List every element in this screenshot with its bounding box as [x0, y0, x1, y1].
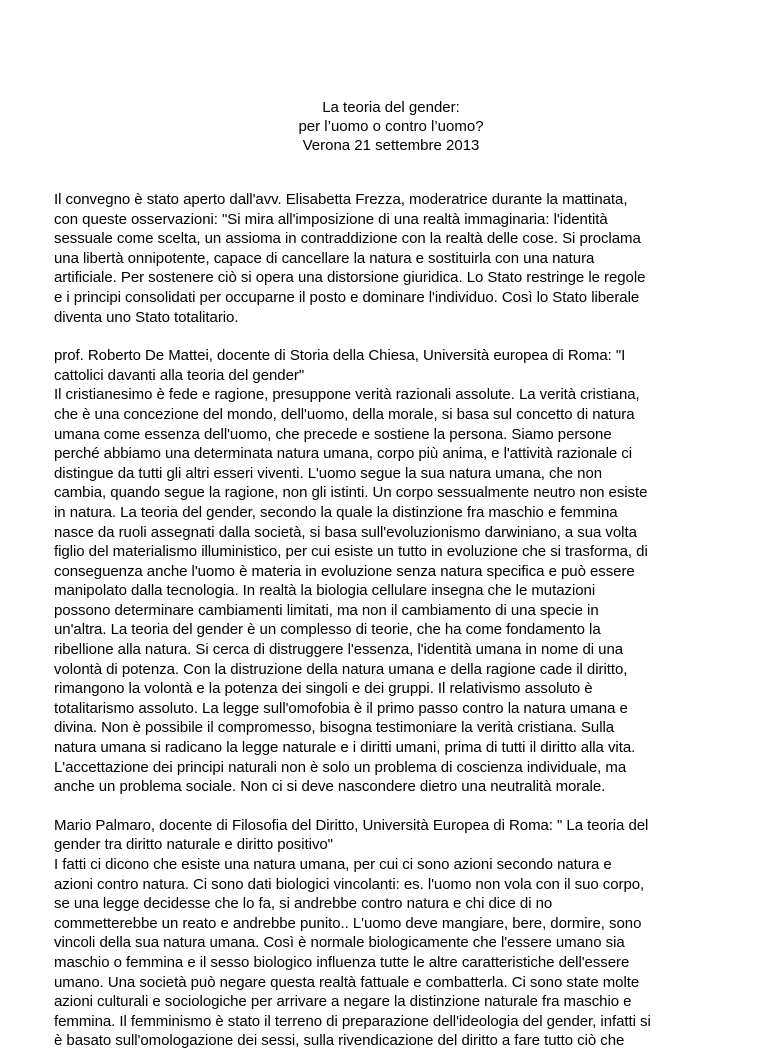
paragraph-line: maschio o femmina e il sesso biologico influenza tutte le altre caratteristiche dell'essere — [54, 953, 630, 971]
paragraph-line: divina. Non è possibile il compromesso, bisogna testimoniare la verità cristiana. Sulla — [54, 719, 615, 737]
paragraph-line: gender tra diritto naturale e diritto positivo" — [54, 836, 333, 854]
paragraph-line: natura umana si radicano la legge naturale e i diritti umani, prima di tutti il diritto alla vita. — [54, 739, 636, 757]
paragraph-line: I fatti ci dicono che esiste una natura umana, per cui ci sono azioni secondo natura e — [54, 856, 612, 873]
paragraph-line: è basato sull'omologazione dei sessi, sulla rivendicazione del diritto a fare tutto ciò che — [54, 1032, 625, 1050]
paragraph-line: rimangono la volontà e la potenza dei singoli e dei gruppi. Il relativismo assoluto è — [54, 680, 593, 698]
paragraph-line: un'altra. La teoria del gender è un complesso di teorie, che ha come fondamento la — [54, 621, 601, 639]
document-title — [54, 98, 728, 155]
paragraph — [54, 346, 728, 797]
paragraph-line: conseguenza anche l'uomo è materia in evoluzione senza natura specifica e può essere — [54, 562, 635, 580]
document-body — [54, 190, 728, 1051]
paragraph-line: con queste osservazioni: "Si mira all'imposizione di una realtà immaginaria: l'identità — [54, 210, 608, 228]
paragraph-line: umana come essenza dell'uomo, che precede e sostiene la persona. Siamo persone — [54, 425, 612, 443]
paragraph-line: umano. Una società può negare questa realtà fattuale e combatterla. Ci sono state molte — [54, 973, 640, 991]
paragraph-line: ribellione alla natura. Si cerca di distruggere l'essenza, l'identità umana in nome di una — [54, 641, 624, 659]
paragraph-line: e i principi consolidati per occuparne il posto e dominare l'individuo. Così lo Stato liberale — [54, 288, 640, 306]
paragraph-line: volontà di potenza. Con la distruzione della natura umana e della ragione cade il diritto, — [54, 660, 628, 678]
paragraph-line: che è una concezione del mondo, dell'uomo, della morale, si basa sul concetto di natura — [54, 405, 635, 423]
paragraph-line: nasce da ruoli assegnati dalla società, si basa sull'evoluzionismo darwiniano, a sua volta — [54, 523, 637, 541]
paragraph-line: Il convegno è stato aperto dall'avv. Elisabetta Frezza, moderatrice durante la mattinata, — [54, 191, 628, 208]
paragraph-line: L'accettazione dei principi naturali non è solo un problema di coscienza individuale, ma — [54, 758, 627, 776]
paragraph-line: azioni contro natura. Ci sono dati biologici vincolanti: es. l'uomo non vola con il suo corpo, — [54, 875, 645, 893]
paragraph-line: distingue da tutti gli altri esseri viventi. L'uomo segue la sua natura umana, che non — [54, 464, 603, 482]
paragraph-line: perché abbiamo una determinata natura umana, corpo più anima, e l'attività razionale ci — [54, 445, 633, 463]
paragraph-line: possono determinare cambiamenti limitati, ma non il cambiamento di una specie in — [54, 601, 599, 619]
paragraph-line: anche un problema sociale. Non ci si deve nascondere dietro una neutralità morale. — [54, 778, 606, 796]
paragraph-line: in natura. La teoria del gender, secondo la quale la distinzione fra maschio e femmina — [54, 503, 618, 521]
title-line: La teoria del gender: — [322, 99, 460, 116]
paragraph-line: Mario Palmaro, docente di Filosofia del Diritto, Università Europea di Roma: " La teoria del — [54, 816, 649, 834]
paragraph-line: prof. Roberto De Mattei, docente di Storia della Chiesa, Università europea di Roma: "I — [54, 347, 626, 365]
title-line: per l’uomo o contro l’uomo? — [298, 118, 484, 135]
paragraph-line: cattolici davanti alla teoria del gender" — [54, 366, 305, 384]
paragraph-line: totalitarismo assoluto. La legge sull'omofobia è il primo passo contro la natura umana e — [54, 699, 628, 717]
paragraph-line: diventa uno Stato totalitario. — [54, 308, 239, 326]
paragraph — [54, 190, 728, 327]
title-line: Verona 21 settembre 2013 — [302, 137, 480, 154]
paragraph-line: artificiale. Per sostenere ciò si opera una distorsione giuridica. Lo Stato restringe le regole — [54, 269, 646, 287]
paragraph-line: commetterebbe un reato e andrebbe punito.. L'uomo deve mangiare, bere, dormire, sono — [54, 914, 642, 932]
paragraph — [54, 816, 728, 1051]
paragraph-line: una libertà onnipotente, capace di cancellare la natura e sostituirla con una natura — [54, 249, 595, 267]
paragraph-line: vincoli della sua natura umana. Così è normale biologicamente che l'essere umano sia — [54, 934, 625, 952]
paragraph-line: azioni culturali e sociologiche per arrivare a negare la distinzione naturale fra maschio e — [54, 993, 632, 1011]
paragraph-line: manipolato dalla tecnologia. In realtà la biologia cellulare insegna che le mutazioni — [54, 582, 596, 600]
paragraph-line: femmina. Il femminismo è stato il terreno di preparazione dell'ideologia del gender, infatti si — [54, 1012, 651, 1030]
paragraph-line: figlio del materialismo illuministico, per cui esiste un tutto in evoluzione che si trasforma, di — [54, 543, 648, 561]
paragraph-line: Il cristianesimo è fede e ragione, presuppone verità razionali assolute. La verità cristiana, — [54, 386, 640, 404]
paragraph-line: cambia, quando segue la ragione, non gli istinti. Un corpo sessualmente neutro non esiste — [54, 484, 648, 502]
paragraph-line: se una legge decidesse che lo fa, si andrebbe contro natura e chi dice di no — [54, 895, 553, 913]
paragraph-line: sessuale come scelta, un assioma in contraddizione con la realtà delle cose. Si proclama — [54, 230, 641, 248]
